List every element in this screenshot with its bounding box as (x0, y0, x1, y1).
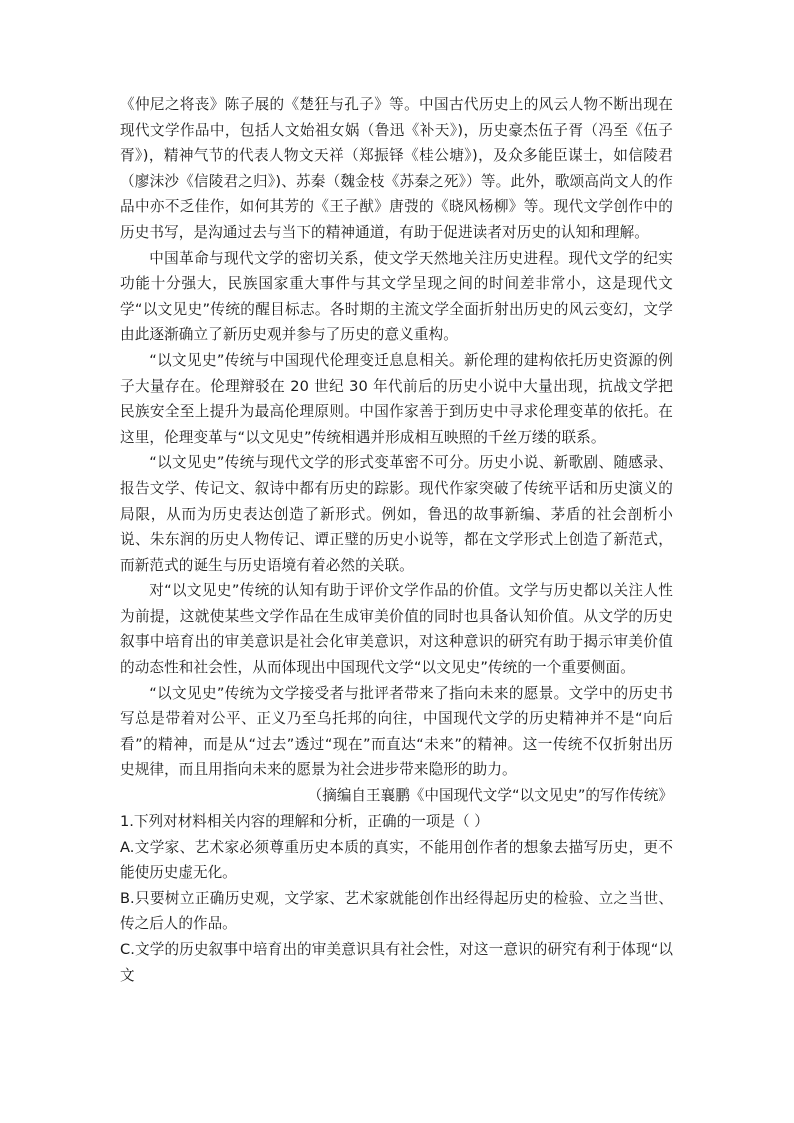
question-option-a: A.文学家、艺术家必须尊重历史本质的真实，不能用创作者的想象去描写历史，更不能使历史虚无化。 (120, 838, 673, 882)
question-option-c: C.文学的历史叙事中培育出的审美意识具有社会性，对这一意识的研究有利于体现“以文 (120, 941, 673, 984)
article-paragraph-1: 《仲尼之将丧》陈子展的《楚狂与孔子》等。中国古代历史上的风云人物不断出现在现代文学作品中，包括人文始祖女娲（鲁迅《补天》)，历史豪杰伍子胥（冯至《伍子胥》)，精神气节的代表人物文天祥（郑振铎《桂公塘》)，及众多能臣谋士，如信陵君（廖沫沙《信陵君之归》)、苏秦（魏金枝《苏秦之死》）等。此外，歌颂高尚文人的作品中亦不乏佳作，如何其芳的《王子猷》唐弢的《晓风杨柳》等。现代文学创作中的历史书写，是沟通过去与当下的精神通道，有助于促进读者对历史的认知和理解。 (120, 96, 673, 241)
article-paragraph-5: 对“以文见史”传统的认知有助于评价文学作品的价值。文学与历史都以关注人性为前提，这就使某些文学作品在生成审美价值的同时也具备认知价值。从文学的历史叙事中培育出的审美意识是社会化审美意识，对这种意识的研究有助于揭示审美价值的动态性和社会性，从而体现出中国现代文学“以文见史”传统的一个重要侧面。 (120, 582, 673, 677)
article-paragraph-4: “以文见史”传统与现代文学的形式变革密不可分。历史小说、新歌剧、随感录、报告文学、传记文、叙诗中都有历史的踪影。现代作家突破了传统平话和历史演义的局限，从而为历史表达创造了新形式。例如，鲁迅的故事新编、茅盾的社会剖析小说、朱东润的历史人物传记、谭正璧的历史小说等，都在文学形式上创造了新范式，而新范式的诞生与历史语境有着必然的关联。 (120, 454, 673, 574)
question-stem: 1.下列对材料相关内容的理解和分析，正确的一项是（ ） (120, 813, 489, 831)
article-paragraph-6: “以文见史”传统为文学接受者与批评者带来了指向未来的愿景。文学中的历史书写总是带着对公平、正义乃至乌托邦的向往，中国现代文学的历史精神并不是“向后看”的精神，而是从“过去”透过“现在”而直达“未来”的精神。这一传统不仅折射出历史规律，而且用指向未来的愿景为社会进步带来隐形的助力。 (120, 684, 673, 779)
article-source: （摘编自王襄鹏《中国现代文学“以文见史”的写作传统》 (307, 787, 673, 805)
article-paragraph-3: “以文见史”传统与中国现代伦理变迁息息相关。新伦理的建构依托历史资源的例子大量存在。伦理辩驳在 20 世纪 30 年代前后的历史小说中大量出现，抗战文学把民族安全至上提升为最高伦理原则。中国作家善于到历史中寻求伦理变革的依托。在这里，伦理变革与“以文见史”传统相遇并形成相互映照的千丝万缕的联系。 (120, 351, 673, 446)
document-page (120, 92, 673, 988)
article-paragraph-2: 中国革命与现代文学的密切关系，使文学天然地关注历史进程。现代文学的纪实功能十分强大，民族国家重大事件与其文学呈现之间的时间差非常小，这是现代文学“以文见史”传统的醒目标志。各时期的主流文学全面折射出历史的风云变幻，文学由此逐渐确立了新历史观并参与了历史的意义重构。 (120, 249, 673, 344)
question-option-b: B.只要树立正确历史观，文学家、艺术家就能创作出经得起历史的检验、立之当世、传之后人的作品。 (120, 889, 673, 933)
